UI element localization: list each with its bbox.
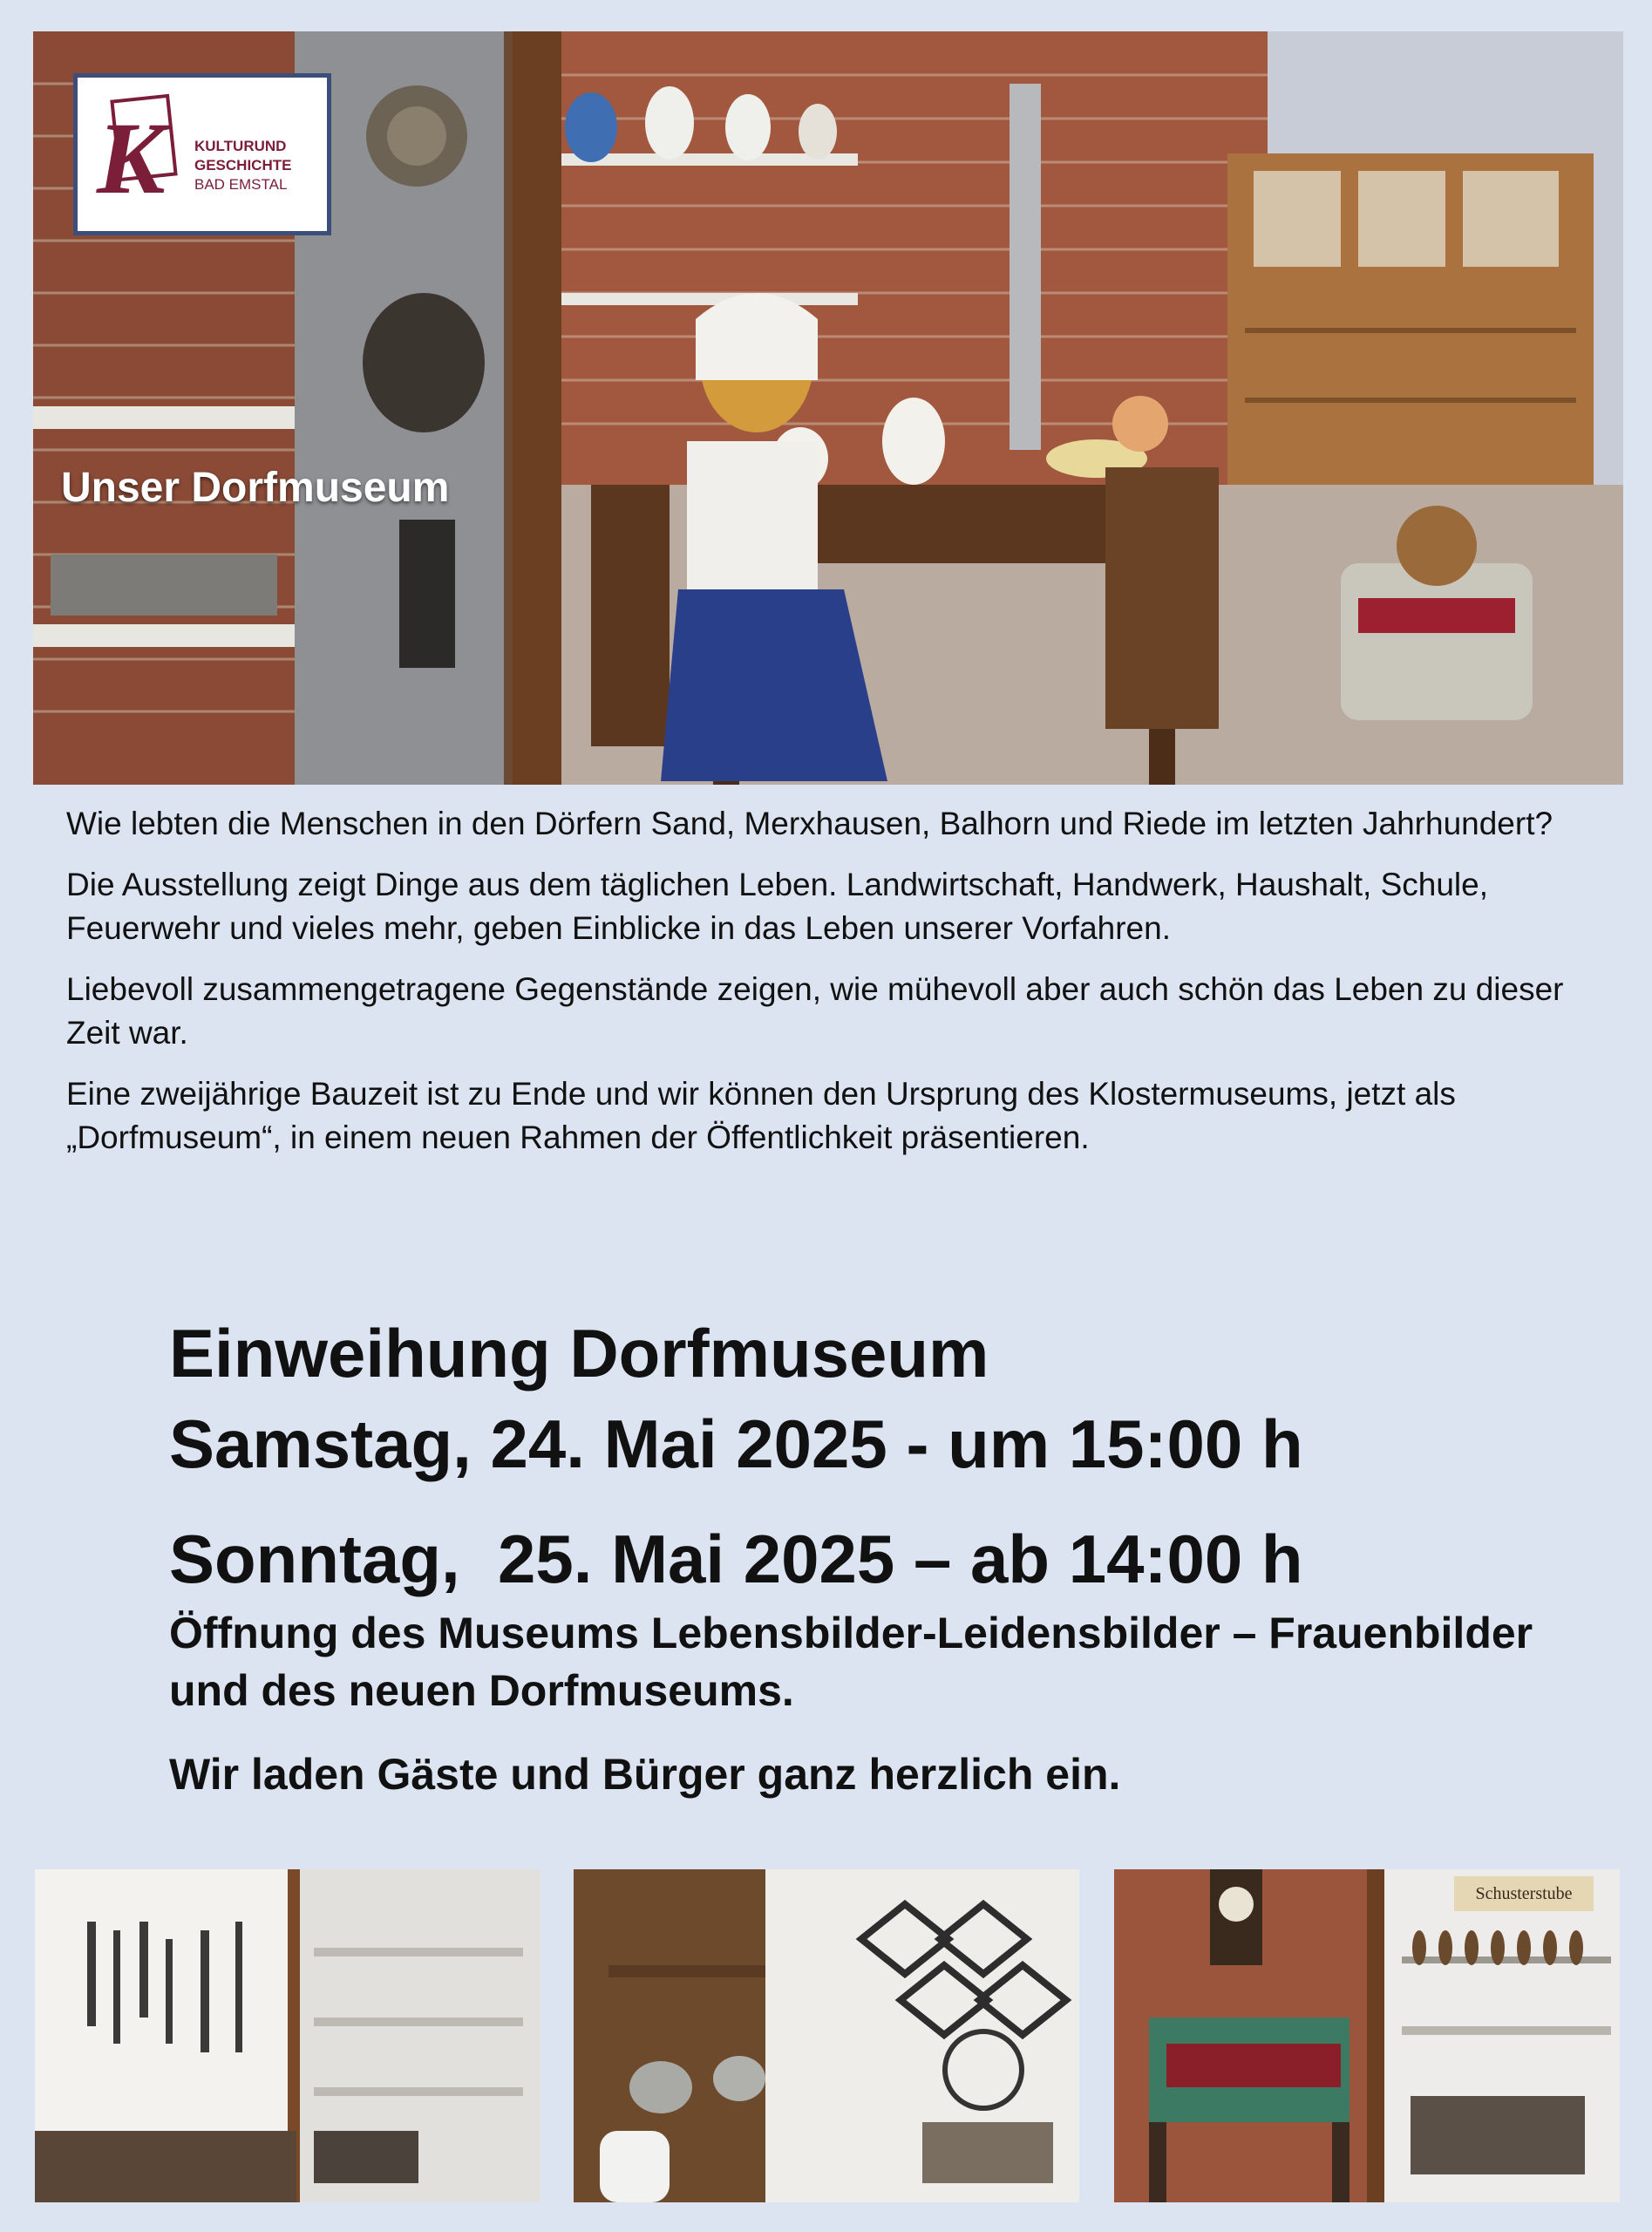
- gallery-photo-dairy: [574, 1869, 1079, 2202]
- event-invitation: Wir laden Gäste und Bürger ganz herzlich ein.: [169, 1750, 1121, 1799]
- shoemaker-workshop-photo: [1114, 1869, 1620, 2202]
- logo-line-1: KULTURUND: [194, 138, 287, 154]
- intro-paragraph-4: Eine zweijährige Bauzeit ist zu Ende und wir können den Ursprung des Klostermuseums, jetzt als „Dorfmuseum“, in einem neuen Rahmen der Öffentlichkeit präsentieren.: [66, 1076, 1456, 1155]
- tools-workshop-photo: [35, 1869, 540, 2202]
- hero-photo: [33, 31, 1623, 785]
- intro-paragraph-2: Die Ausstellung zeigt Dinge aus dem täglichen Leben. Landwirtschaft, Handwerk, Haushalt, Schule, Feuerwehr und vieles mehr, geben Einblicke in das Leben unserer Vorfahren.: [66, 867, 1488, 946]
- shoemaker-sign: Schusterstube: [1475, 1884, 1573, 1903]
- logo-line-3: BAD EMSTAL: [194, 176, 288, 193]
- svg-text:K: K: [97, 101, 166, 215]
- event-opening-text: Öffnung des Museums Lebensbilder-Leidensbilder – Frauenbilder und des neuen Dorfmuseums.: [169, 1609, 1533, 1715]
- gallery-photo-tools: [35, 1869, 540, 2202]
- gallery-photo-shoemaker: [1114, 1869, 1620, 2202]
- dairy-equipment-photo: [574, 1869, 1079, 2202]
- logo-line-2: GESCHICHTE: [194, 157, 292, 174]
- event-announcement: [169, 1308, 1616, 1803]
- event-date-sunday: Sonntag, 25. Mai 2025 – ab 14:00 h: [169, 1521, 1303, 1597]
- intro-paragraph-3: Liebevoll zusammengetragene Gegenstände zeigen, wie mühevoll aber auch schön das Leben zu dieser Zeit war.: [66, 971, 1564, 1051]
- event-date-saturday: Samstag, 24. Mai 2025 - um 15:00 h: [169, 1405, 1303, 1482]
- logo-text: [194, 137, 325, 194]
- intro-paragraph-1: Wie lebten die Menschen in den Dörfern Sand, Merxhausen, Balhorn und Riede im letzten Jahrhundert?: [66, 806, 1553, 841]
- hero-caption: Unser Dorfmuseum: [61, 465, 450, 511]
- logo-kultur-und-geschichte: [73, 73, 331, 235]
- event-title: Einweihung Dorfmuseum: [169, 1315, 989, 1392]
- logo-monogram-icon: [90, 90, 186, 221]
- intro-text: [66, 802, 1601, 1177]
